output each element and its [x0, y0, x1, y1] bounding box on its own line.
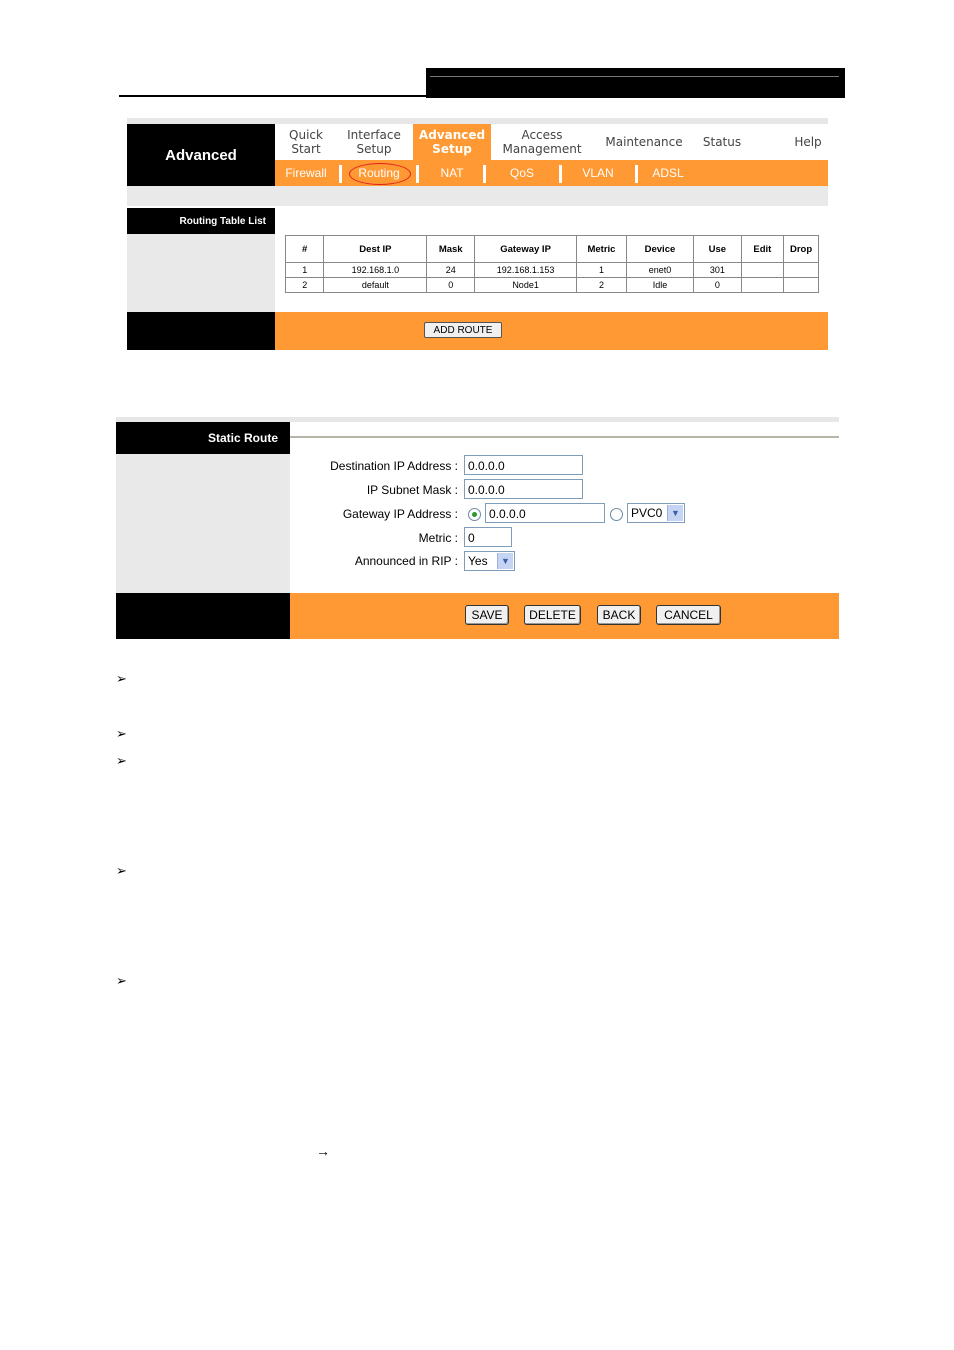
subnet-mask-label: IP Subnet Mask : — [366, 483, 458, 497]
section-label-static-route: Static Route — [116, 422, 290, 454]
gateway-ip-input[interactable]: 0.0.0.0 — [485, 503, 605, 523]
chevron-down-icon: ▼ — [667, 505, 683, 521]
add-route-button[interactable]: ADD ROUTE — [424, 322, 502, 338]
nav-quick-start[interactable]: Quick Start — [289, 128, 323, 156]
dest-ip-label: Destination IP Address : — [330, 459, 458, 473]
subnav-vlan[interactable]: VLAN — [582, 166, 614, 180]
edit-cell[interactable] — [741, 278, 784, 293]
subnav-adsl[interactable]: ADSL — [652, 166, 684, 180]
bullet-icon: ➢ — [116, 864, 127, 879]
gateway-ip-label: Gateway IP Address : — [342, 507, 458, 521]
bullet-icon: ➢ — [116, 974, 127, 989]
static-route-screenshot — [116, 417, 839, 639]
nav-status[interactable]: Status — [702, 135, 742, 149]
back-button[interactable]: BACK — [597, 605, 641, 625]
routing-table-screenshot — [127, 118, 828, 350]
rip-select[interactable]: Yes ▼ — [464, 551, 515, 571]
subnav-nat[interactable]: NAT — [440, 166, 464, 180]
rip-label: Announced in RIP : — [354, 554, 458, 568]
nav-advanced-setup[interactable]: Advanced Setup — [413, 124, 491, 160]
section-divider — [290, 436, 839, 438]
bullet-icon: ➢ — [116, 727, 127, 742]
subnav-qos[interactable]: QoS — [509, 166, 534, 180]
dest-ip-input[interactable]: 0.0.0.0 — [464, 455, 583, 475]
drop-cell[interactable] — [784, 278, 819, 293]
bullet-icon: ➢ — [116, 754, 127, 769]
gateway-pvc-select[interactable]: PVC0 ▼ — [627, 503, 685, 523]
table-header-row: # Dest IP Mask Gateway IP Metric Device Use Edit Drop — [286, 236, 819, 263]
delete-button[interactable]: DELETE — [524, 605, 581, 625]
arrow-right-icon: → — [316, 1143, 330, 1159]
metric-input[interactable]: 0 — [464, 527, 512, 547]
header-bar — [426, 68, 845, 98]
nav-help[interactable]: Help — [794, 135, 822, 149]
table-row: 1 192.168.1.0 24 192.168.1.153 1 enet0 301 — [286, 263, 819, 278]
cancel-button[interactable]: CANCEL — [656, 605, 721, 625]
subnav-firewall[interactable]: Firewall — [285, 166, 327, 180]
nav-maintenance[interactable]: Maintenance — [605, 135, 683, 149]
header-underline — [119, 95, 426, 97]
save-button[interactable]: SAVE — [465, 605, 509, 625]
table-row: 2 default 0 Node1 2 Idle 0 — [286, 278, 819, 293]
chevron-down-icon: ▼ — [497, 553, 513, 569]
sub-nav — [275, 160, 828, 186]
gateway-pvc-radio[interactable] — [610, 508, 623, 521]
subnet-mask-input[interactable]: 0.0.0.0 — [464, 479, 583, 499]
section-label-routing-table: Routing Table List — [127, 208, 275, 234]
metric-label: Metric : — [418, 531, 458, 545]
drop-cell[interactable] — [784, 263, 819, 278]
nav-access-management[interactable]: Access Management — [502, 128, 582, 156]
main-nav — [275, 124, 828, 160]
nav-interface-setup[interactable]: Interface Setup — [347, 128, 401, 156]
gateway-ip-radio[interactable] — [468, 508, 481, 521]
routing-table — [285, 235, 819, 293]
edit-cell[interactable] — [741, 263, 784, 278]
bullet-icon: ➢ — [116, 672, 127, 687]
action-bar — [275, 312, 828, 350]
brand-label: Advanced — [127, 124, 275, 186]
subnav-routing[interactable]: Routing — [358, 166, 400, 180]
routing-highlight-circle — [349, 163, 411, 185]
